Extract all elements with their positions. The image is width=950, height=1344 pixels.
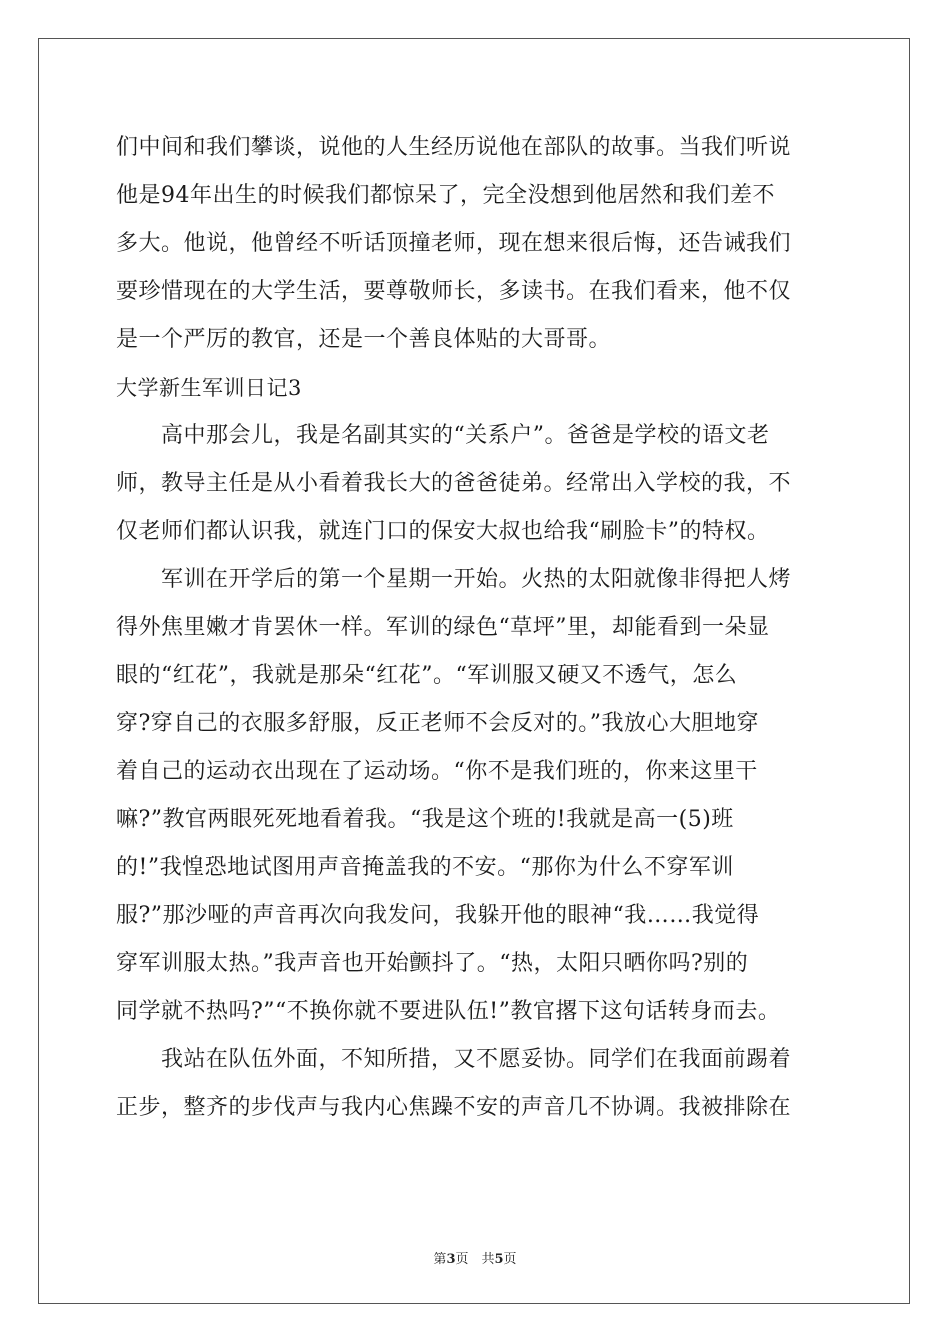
text-line: 同学就不热吗?”“不换你就不要进队伍!”教官撂下这句话转身而去。 [116, 999, 781, 1024]
text-line: 的!”我惶恐地试图用声音掩盖我的不安。“那你为什么不穿军训 [116, 855, 734, 880]
page-prefix: 第 [433, 1252, 447, 1267]
text-line: 眼的“红花”，我就是那朵“红花”。“军训服又硬又不透气，怎么 [116, 663, 738, 688]
text-line: 要珍惜现在的大学生活，要尊敬师长，多读书。在我们看来，他不仅 [116, 279, 792, 304]
text-line: 嘛?”教官两眼死死地看着我。“我是这个班的!我就是高一(5)班 [116, 807, 734, 832]
text-line: 高中那会儿，我是名副其实的“关系户”。爸爸是学校的语文老 [116, 423, 770, 448]
text-line: 着自己的运动衣出现在了运动场。“你不是我们班的，你来这里干 [116, 759, 758, 784]
page-total: 5 [494, 1252, 504, 1267]
text-line: 我站在队伍外面，不知所措，又不愿妥协。同学们在我面前踢着 [116, 1047, 792, 1072]
text-line: 得外焦里嫩才肯罢休一样。军训的绿色“草坪”里，却能看到一朵显 [116, 615, 770, 640]
section-heading: 大学新生军训日记3 [116, 376, 302, 400]
page-current: 3 [446, 1252, 456, 1267]
text-line: 服?”那沙哑的声音再次向我发问，我躲开他的眼神“我……我觉得 [116, 903, 760, 928]
text-line: 他是94年出生的时候我们都惊呆了，完全没想到他居然和我们差不 [116, 183, 775, 208]
page-mid: 页 共 [455, 1252, 495, 1267]
text-line: 穿军训服太热。”我声音也开始颤抖了。“热，太阳只晒你吗?别的 [116, 951, 749, 976]
text-line: 军训在开学后的第一个星期一开始。火热的太阳就像非得把人烤 [116, 567, 792, 592]
page-suffix: 页 [503, 1252, 517, 1267]
text-line: 多大。他说，他曾经不听话顶撞老师，现在想来很后悔，还告诫我们 [116, 231, 792, 256]
text-line: 仅老师们都认识我，就连门口的保安大叔也给我“刷脸卡”的特权。 [116, 519, 770, 544]
text-line: 们中间和我们攀谈，说他的人生经历说他在部队的故事。当我们听说 [116, 135, 792, 160]
page-footer [0, 1248, 950, 1267]
text-line: 正步，整齐的步伐声与我内心焦躁不安的声音几不协调。我被排除在 [116, 1095, 792, 1120]
text-line: 是一个严厉的教官，还是一个善良体贴的大哥哥。 [116, 327, 612, 352]
text-line: 穿?穿自己的衣服多舒服，反正老师不会反对的。”我放心大胆地穿 [116, 711, 760, 736]
text-line: 师，教导主任是从小看着我长大的爸爸徒弟。经常出入学校的我，不 [116, 471, 792, 496]
